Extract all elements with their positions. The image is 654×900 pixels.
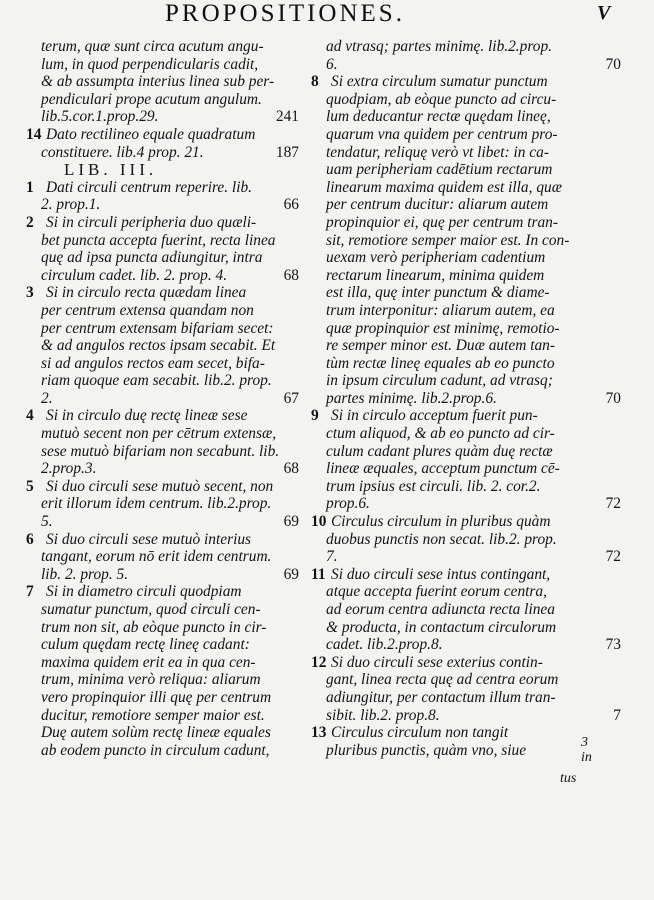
margin-number: 3: [581, 735, 588, 750]
text-line: [311, 232, 631, 250]
text-line: [26, 601, 309, 619]
proposition-text: pendiculari prope acutum angulum.: [41, 90, 262, 108]
proposition-number: 7: [26, 583, 34, 601]
text-line: [26, 38, 309, 56]
text-line: [311, 144, 631, 162]
text-line: [311, 91, 631, 109]
proposition-text: prop.6.: [326, 495, 370, 513]
text-line: [311, 460, 631, 478]
proposition-text: Si in circulo duę rectę lineæ sese: [46, 407, 248, 425]
text-line: [311, 601, 631, 619]
text-line: [26, 126, 309, 144]
proposition-number: 8: [311, 73, 319, 91]
proposition-text: Duę autem solùm rectę lineæ equales: [41, 724, 271, 742]
page-reference: 72: [605, 548, 621, 566]
proposition-text: 5.: [41, 513, 53, 531]
margin-word: in: [581, 750, 592, 765]
text-line: [311, 495, 631, 513]
proposition-text: propinquior ei, quę per centrum tran-: [326, 213, 558, 231]
text-line: [26, 302, 309, 320]
page-reference: 241: [275, 108, 299, 126]
text-line: [311, 583, 631, 601]
proposition-text: adiungitur, per contactum illum tran-: [326, 688, 556, 706]
text-line: [26, 478, 309, 496]
text-line: [26, 566, 309, 584]
proposition-text: lib. 2. prop. 5.: [41, 565, 129, 583]
text-line: [311, 56, 631, 74]
text-line: [26, 583, 309, 601]
proposition-text: trum ipsius est circuli. lib. 2. cor.2.: [326, 477, 541, 495]
proposition-text: lum deducantur rectæ quędam lineę,: [326, 108, 551, 126]
text-line: [26, 196, 309, 214]
text-line: [311, 372, 631, 390]
text-line: [311, 443, 631, 461]
text-line: [26, 689, 309, 707]
proposition-text: uexam verò peripheriam cadentium: [326, 249, 546, 267]
proposition-text: ab eodem puncto in circulum cadunt,: [41, 741, 270, 759]
proposition-text: lum, in quod perpendicularis cadit,: [41, 55, 259, 73]
text-line: [311, 337, 631, 355]
page-reference: 68: [283, 460, 299, 478]
text-line: [26, 91, 309, 109]
proposition-text: duobus punctis non secat. lib.2. prop.: [326, 530, 557, 548]
text-line: [311, 267, 631, 285]
proposition-text: quę ad ipsa puncta adiungitur, intra: [41, 249, 263, 267]
text-line: [26, 443, 309, 461]
proposition-text: lineæ æquales, acceptum punctum cē-: [326, 460, 560, 478]
text-line: [311, 636, 631, 654]
text-line: [311, 126, 631, 144]
text-line: [26, 249, 309, 267]
proposition-text: & ad angulos rectos ipsam secabit. Et: [41, 337, 276, 355]
proposition-text: uam peripheriam cadētium rectarum: [326, 161, 553, 179]
text-line: [26, 214, 309, 232]
folio-number: V: [597, 2, 611, 24]
proposition-text: 2.: [41, 389, 53, 407]
page-reference: 70: [605, 55, 621, 73]
text-line: [26, 179, 309, 197]
text-line: [26, 636, 309, 654]
text-line: [26, 495, 309, 513]
proposition-text: Si duo circuli sese mutuò interius: [46, 530, 252, 548]
text-line: [26, 372, 309, 390]
proposition-text: culum cadant plures quàm duę rectæ: [326, 442, 553, 460]
proposition-number: 3: [26, 284, 34, 302]
proposition-text: cadet. lib.2.prop.8.: [326, 636, 443, 654]
text-line: [26, 267, 309, 285]
proposition-text: riam quoque eam secabit. lib.2. prop.: [41, 372, 272, 390]
text-line: [26, 707, 309, 725]
proposition-text: est illa, quę inter punctum & diame-: [326, 284, 550, 302]
text-line: [26, 73, 309, 91]
proposition-text: erit illorum idem centrum. lib.2.prop.: [41, 495, 272, 513]
text-line: [26, 742, 309, 760]
text-line: [311, 531, 631, 549]
proposition-text: Si in circulo acceptum fuerit pun-: [331, 407, 538, 425]
proposition-number: 6: [26, 530, 34, 548]
proposition-text: in ipsum circulum cadunt, ad vtrasq;: [326, 372, 553, 390]
proposition-text: gant, linea recta quę ad centra eorum: [326, 671, 559, 689]
proposition-text: per centrum extensam bifariam secet:: [41, 319, 274, 337]
text-line: [26, 548, 309, 566]
text-line: [311, 566, 631, 584]
proposition-text: quarum vna quidem per centrum pro-: [326, 125, 558, 143]
text-line: [26, 460, 309, 478]
proposition-text: & producta, in contactum circulorum: [326, 618, 557, 636]
proposition-text: terum, quæ sunt circa acutum angu-: [41, 38, 264, 55]
proposition-text: per centrum ducitur: aliarum autem: [326, 196, 549, 214]
text-line: [311, 320, 631, 338]
proposition-text: partes minimę. lib.2.prop.6.: [326, 389, 497, 407]
proposition-text: quodpiam, ab eòque puncto ad circu-: [326, 90, 557, 108]
text-line: [311, 179, 631, 197]
proposition-text: quæ propinquior est minimę, remotio-: [326, 319, 560, 337]
proposition-text: lib.5.cor.1.prop.29.: [41, 108, 159, 126]
proposition-text: per centrum extensa quandam non: [41, 301, 254, 319]
proposition-text: vero propinquior illi quę per centrum: [41, 688, 272, 706]
text-line: [311, 425, 631, 443]
proposition-text: trum, minima verò reliqua: aliarum: [41, 671, 261, 689]
text-line: [311, 196, 631, 214]
text-line: [311, 284, 631, 302]
proposition-number: 9: [311, 407, 319, 425]
proposition-number: 12: [311, 653, 327, 671]
left-column: [26, 38, 309, 759]
proposition-number: 14: [26, 125, 42, 143]
proposition-text: 6.: [326, 55, 338, 73]
text-line: [26, 108, 309, 126]
proposition-text: ctum aliquod, & ab eo puncto ad cir-: [326, 425, 555, 443]
proposition-text: ad eorum centra adiuncta recta linea: [326, 601, 555, 618]
text-line: [311, 548, 631, 566]
proposition-number: 5: [26, 477, 34, 495]
text-line: [26, 56, 309, 74]
proposition-text: maxima quidem erit ea in qua cen-: [41, 653, 256, 671]
text-line: [311, 161, 631, 179]
proposition-text: Si duo circuli sese intus contingant,: [331, 565, 551, 583]
text-line: [311, 302, 631, 320]
proposition-text: trum non sit, ab eòque puncto in cir-: [41, 618, 267, 636]
text-line: [26, 724, 309, 742]
proposition-text: 7.: [326, 548, 338, 566]
page-reference: 7: [613, 706, 621, 724]
text-line: [311, 214, 631, 232]
proposition-text: atque accepta fuerint eorum centra,: [326, 583, 547, 601]
text-line: [26, 144, 309, 162]
text-line: [311, 619, 631, 637]
right-column: [311, 38, 631, 759]
proposition-number: 10: [311, 513, 327, 531]
proposition-text: mutuò secent non per cētrum extensæ,: [41, 425, 277, 443]
text-line: [311, 707, 631, 725]
text-line: [26, 337, 309, 355]
proposition-text: Dati circuli centrum reperire. lib.: [46, 178, 253, 196]
text-line: [26, 619, 309, 637]
text-line: [311, 689, 631, 707]
text-line: [26, 161, 309, 179]
proposition-text: culum quędam rectę lineę cadant:: [41, 636, 250, 654]
proposition-text: Si duo circuli sese mutuò secent, non: [46, 477, 274, 495]
text-line: [311, 478, 631, 496]
proposition-text: constituere. lib.4 prop. 21.: [41, 143, 204, 161]
proposition-text: circulum cadet. lib. 2. prop. 4.: [41, 266, 228, 284]
proposition-text: Circulus circulum non tangit: [331, 724, 509, 742]
running-head: PROPOSITIONES.: [165, 0, 405, 27]
text-line: [26, 284, 309, 302]
page-reference: 69: [283, 565, 299, 583]
page-reference: 70: [605, 389, 621, 407]
text-line: [26, 531, 309, 549]
proposition-text: Si in circuli peripheria duo quæli-: [46, 213, 257, 231]
text-line: [26, 390, 309, 408]
proposition-text: rectarum linearum, minima quidem: [326, 266, 545, 284]
proposition-text: Si extra circulum sumatur punctum: [331, 73, 548, 91]
page-reference: 68: [283, 266, 299, 284]
text-line: [26, 407, 309, 425]
proposition-text: bet puncta accepta fuerint, recta linea: [41, 231, 276, 249]
proposition-text: tangant, eorum nō erit idem centrum.: [41, 548, 272, 566]
page-reference: 72: [605, 495, 621, 513]
page-reference: 73: [605, 636, 621, 654]
proposition-text: pluribus punctis, quàm vno, siue: [326, 741, 527, 759]
proposition-text: ad vtrasq; partes minimę. lib.2.prop.: [326, 38, 553, 55]
book-heading: LIB. III.: [64, 160, 158, 180]
proposition-text: Dato rectilineo equale quadratum: [46, 125, 256, 143]
proposition-number: 1: [26, 178, 34, 196]
proposition-text: ducitur, remotiore semper maior est.: [41, 706, 265, 724]
proposition-text: re semper minor est. Duæ autem tan-: [326, 337, 555, 355]
proposition-text: Circulus circulum in pluribus quàm: [331, 513, 551, 531]
text-line: [26, 425, 309, 443]
text-line: [311, 654, 631, 672]
text-line: [26, 654, 309, 672]
proposition-text: sibit. lib.2. prop.8.: [326, 706, 440, 724]
text-line: [311, 108, 631, 126]
text-line: [311, 249, 631, 267]
text-line: [311, 73, 631, 91]
proposition-text: 2. prop.1.: [41, 196, 101, 214]
proposition-text: & ab assumpta interius linea sub per-: [41, 73, 275, 91]
proposition-text: linearum maxima quidem est illa, quæ: [326, 178, 562, 196]
proposition-number: 13: [311, 724, 327, 742]
text-line: [311, 38, 631, 56]
page-reference: 187: [275, 143, 299, 161]
proposition-text: Si in diametro circuli quodpiam: [46, 583, 242, 601]
text-line: [311, 390, 631, 408]
proposition-number: 11: [311, 565, 326, 583]
catchword: tus: [560, 771, 577, 786]
text-line: [311, 513, 631, 531]
proposition-text: si ad angulos rectos eam secet, bifa-: [41, 354, 265, 372]
proposition-text: tendatur, reliquę verò vt libet: in ca-: [326, 143, 549, 161]
page-reference: 66: [283, 196, 299, 214]
page-reference: 67: [283, 389, 299, 407]
page-reference: 69: [283, 513, 299, 531]
text-line: [311, 355, 631, 373]
proposition-text: 2.prop.3.: [41, 460, 97, 478]
proposition-text: tùm rectæ lineę equales ab eo puncto: [326, 354, 555, 372]
proposition-number: 2: [26, 213, 34, 231]
text-line: [311, 407, 631, 425]
text-line: [311, 671, 631, 689]
proposition-text: sumatur punctum, quod circuli cen-: [41, 601, 261, 618]
text-line: [26, 232, 309, 250]
text-line: [26, 671, 309, 689]
proposition-text: sit, remotiore semper maior est. In con-: [326, 231, 570, 249]
text-line: [26, 513, 309, 531]
proposition-text: Si in circulo recta quædam linea: [46, 284, 247, 302]
proposition-text: Si duo circuli sese exterius contin-: [331, 653, 543, 671]
text-line: [26, 355, 309, 373]
proposition-number: 4: [26, 407, 34, 425]
proposition-text: sese mutuò bifariam non secabunt. lib.: [41, 442, 280, 460]
proposition-text: trum interponitur: aliarum autem, ea: [326, 301, 555, 319]
text-line: [26, 320, 309, 338]
